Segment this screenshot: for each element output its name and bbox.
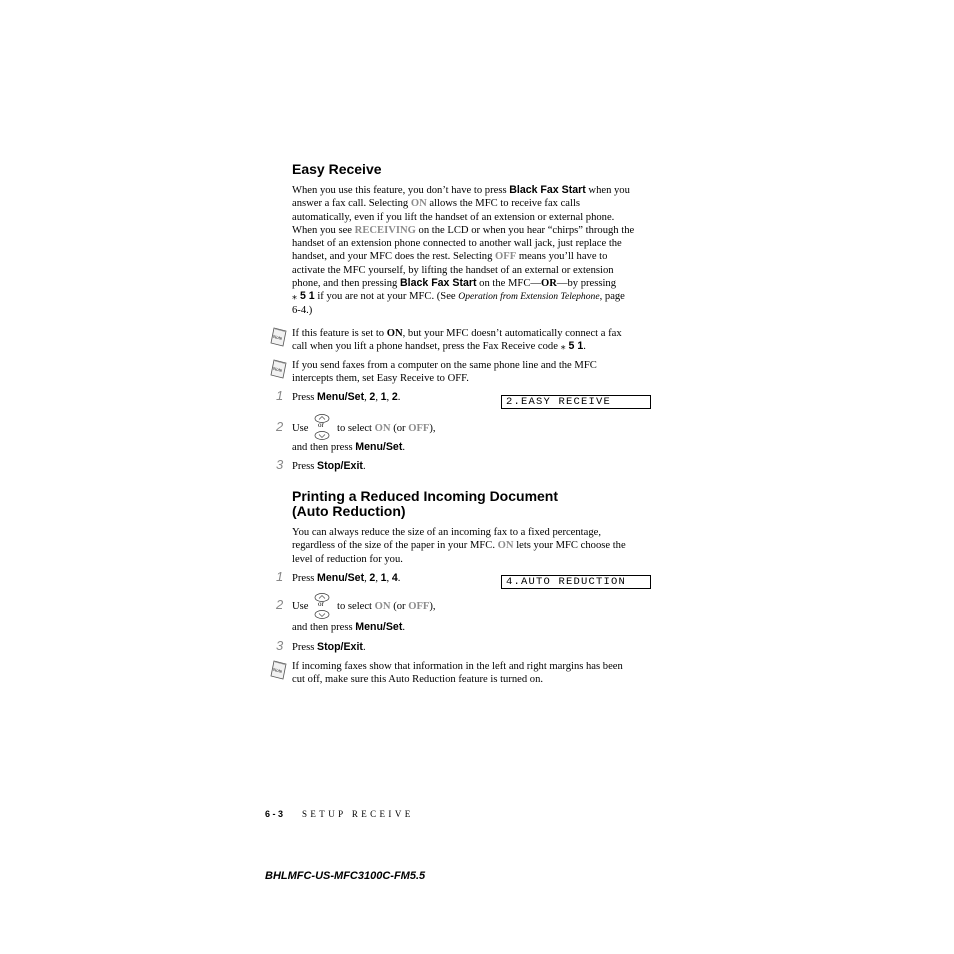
text: ,	[364, 573, 370, 584]
text: Press	[292, 461, 318, 472]
heading-line: (Auto Reduction)	[292, 503, 406, 519]
text: if you are not at your MFC. (See	[314, 291, 459, 303]
text: When you use this feature, you don’t have to press	[292, 185, 510, 196]
step-1-text	[292, 572, 400, 585]
text: to select	[337, 423, 375, 434]
step-number: 3	[276, 457, 284, 472]
step-3-text	[292, 460, 366, 473]
lcd-display-easy-receive: 2.EASY RECEIVE	[501, 395, 651, 409]
note-icon	[270, 327, 287, 347]
note-icon	[270, 359, 287, 379]
text: If this feature is set to	[292, 328, 387, 339]
text: You can always reduce the size of an incoming fax to a fixed percentage,	[292, 527, 601, 538]
step-2-continue-text	[292, 621, 405, 634]
step-3-text	[292, 641, 366, 654]
text: ,	[386, 573, 392, 584]
setting-off: OFF	[495, 251, 517, 263]
lcd-receiving: RECEIVING	[354, 224, 416, 236]
star-icon: ⁎	[292, 291, 297, 303]
code-51: 5 1	[297, 290, 315, 303]
text: .	[362, 461, 366, 472]
text: .	[362, 642, 366, 653]
text: activate the MFC yourself, by lifting the handset of an external or extension	[292, 264, 614, 276]
lcd-display-auto-reduction: 4.AUTO REDUCTION	[501, 575, 651, 589]
key-4: 4	[391, 572, 398, 584]
text: ,	[375, 392, 381, 403]
text: ),	[429, 423, 436, 434]
key-menu-set: Menu/Set	[355, 441, 403, 453]
text: when you	[585, 185, 630, 196]
text: intercepts them, set Easy Receive to OFF.	[292, 373, 469, 385]
note-icon	[270, 660, 287, 680]
step-number: 1	[276, 388, 284, 403]
note-margins-cut-off	[292, 660, 672, 687]
key-menu-set: Menu/Set	[317, 391, 365, 403]
text: If incoming faxes show that information in the left and right margins has been	[292, 661, 623, 672]
key-stop-exit: Stop/Exit	[317, 641, 363, 653]
text: —by pressing	[556, 278, 617, 290]
text: phone, and then pressing	[292, 278, 400, 290]
text: handset, and your MFC does the rest. Selecting	[292, 251, 496, 263]
step-number: 3	[276, 638, 284, 653]
section-heading-easy-receive: Easy Receive	[292, 161, 382, 177]
setting-on: ON	[386, 328, 403, 339]
text: level of reduction for you.	[292, 553, 403, 565]
step-2-text: Use	[292, 423, 309, 434]
text: call when you lift a phone handset, press the Fax Receive code	[292, 341, 561, 353]
text: answer a fax call. Selecting	[292, 198, 411, 210]
text: and then press	[292, 442, 356, 453]
setting-on: ON	[374, 601, 391, 612]
text: ,	[386, 392, 392, 403]
step-number: 1	[276, 569, 284, 584]
easy-receive-paragraph	[292, 184, 672, 317]
page-number: 6 - 3	[265, 809, 284, 819]
key-2: 2	[369, 572, 376, 584]
key-2: 2	[369, 391, 376, 403]
heading-line: Printing a Reduced Incoming Document	[292, 488, 559, 504]
step-2-continue-text	[292, 441, 405, 454]
or-label: or	[318, 421, 324, 429]
text: .	[402, 442, 406, 453]
setting-off: OFF	[408, 601, 430, 612]
text: Press	[292, 642, 318, 653]
key-1: 1	[380, 572, 387, 584]
text: .	[397, 392, 401, 403]
setting-off: OFF	[408, 423, 430, 434]
text: on the MFC—	[476, 278, 541, 290]
key-1: 1	[380, 391, 387, 403]
step-2-select-text	[337, 600, 436, 613]
text: Press	[292, 392, 318, 403]
cross-reference: Operation from Extension Telephone	[458, 291, 600, 303]
text: ),	[429, 601, 436, 612]
text: 6-4.)	[292, 304, 313, 316]
setting-on: ON	[374, 423, 391, 434]
up-down-keys	[313, 414, 331, 440]
text: .	[397, 573, 401, 584]
model-identifier: BHLMFC-US-MFC3100C-FM5.5	[265, 870, 426, 882]
text: (or	[390, 601, 409, 612]
star-icon: ⁎	[560, 341, 566, 353]
key-menu-set: Menu/Set	[355, 621, 403, 633]
text: , page	[599, 291, 625, 303]
note-fax-receive-code	[292, 327, 672, 354]
text: lets your MFC choose the	[513, 540, 626, 552]
text: cut off, make sure this Auto Reduction feature is turned on.	[292, 674, 544, 686]
step-2-select-text	[337, 422, 436, 435]
key-2: 2	[391, 391, 398, 403]
text: automatically, even if you lift the handset of an extension or external phone.	[292, 211, 615, 223]
setting-on: ON	[410, 198, 427, 210]
step-number: 2	[276, 419, 284, 434]
auto-reduction-paragraph	[292, 526, 672, 566]
up-down-keys	[313, 593, 331, 619]
text: means you’ll have to	[516, 251, 608, 263]
or-label: or	[318, 600, 324, 608]
text: .	[583, 341, 586, 353]
text: If you send faxes from a computer on the same phone line and the MFC	[292, 360, 597, 371]
text: , but your MFC doesn’t automatically connect a fax	[402, 328, 622, 339]
text: handset of an extension phone connected to another wall jack, just replace the	[292, 238, 622, 250]
key-stop-exit: Stop/Exit	[317, 460, 363, 472]
or-emphasis: OR	[540, 278, 557, 290]
text: ,	[375, 573, 381, 584]
section-heading-auto-reduction	[292, 489, 558, 519]
step-1-text	[292, 391, 400, 404]
step-number: 2	[276, 597, 284, 612]
note-computer-faxes	[292, 359, 672, 386]
key-black-fax-start: Black Fax Start	[399, 277, 477, 290]
chapter-title: SETUP RECEIVE	[302, 809, 414, 819]
step-2-text: Use	[292, 601, 309, 612]
text: ,	[364, 392, 370, 403]
text: Press	[292, 573, 318, 584]
text: .	[402, 622, 406, 633]
text: on the LCD or when you hear “chirps” through the	[415, 224, 635, 236]
text: regardless of the size of the paper in your MFC.	[292, 540, 498, 552]
key-menu-set: Menu/Set	[317, 572, 365, 584]
key-black-fax-start: Black Fax Start	[509, 184, 586, 196]
setting-on: ON	[497, 540, 514, 552]
text: When you see	[292, 224, 355, 236]
text: to select	[337, 601, 375, 612]
code-51: 5 1	[565, 340, 584, 353]
text: (or	[390, 423, 409, 434]
text: allows the MFC to receive fax calls	[426, 198, 581, 210]
text: and then press	[292, 622, 356, 633]
